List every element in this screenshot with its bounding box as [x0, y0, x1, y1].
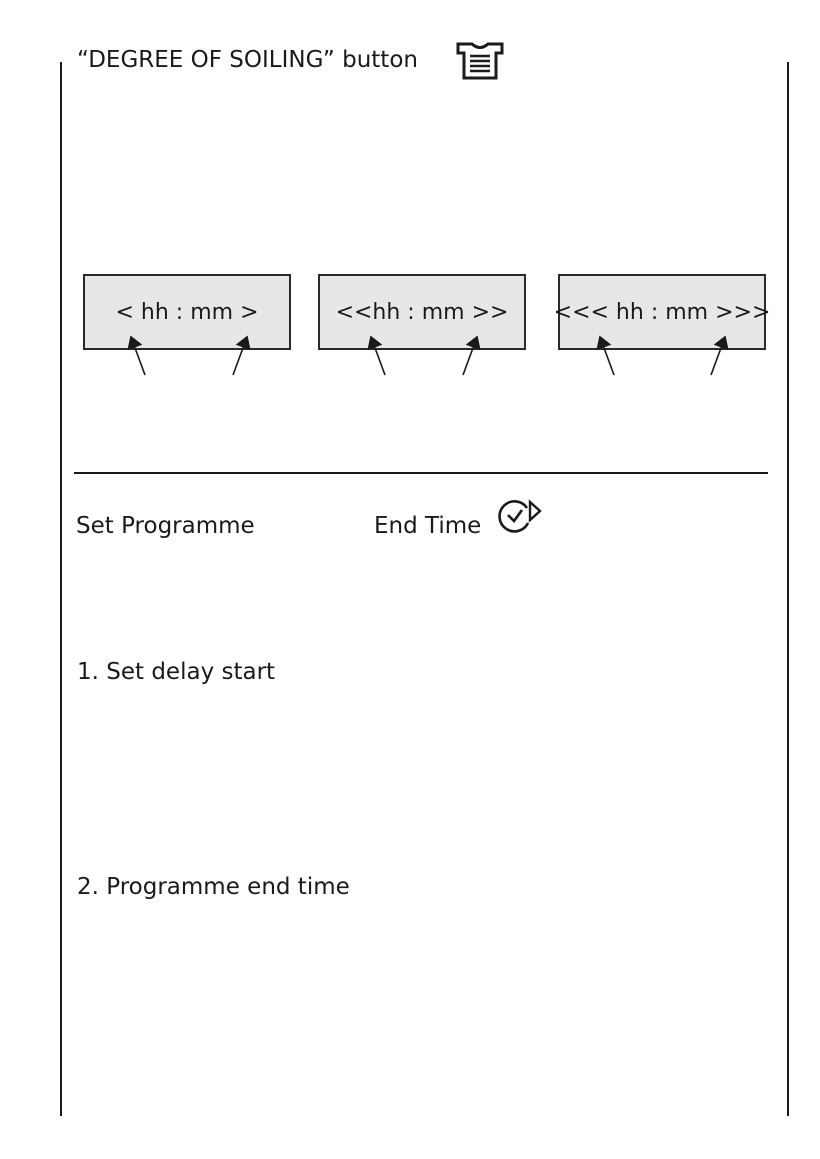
- arrow-2-left: [371, 337, 385, 375]
- section-title: “DEGREE OF SOILING” button: [77, 47, 418, 73]
- arrow-2-right: [463, 337, 477, 375]
- item-set-delay-start: 1. Set delay start: [77, 659, 276, 685]
- display-level-2-text: <<hh : mm >>: [335, 299, 509, 325]
- section-divider: [74, 472, 768, 474]
- arrow-3-left: [600, 337, 614, 375]
- pointer-arrows: [0, 0, 820, 420]
- arrow-1-left: [131, 337, 145, 375]
- item-programme-end-time: 2. Programme end time: [77, 874, 350, 900]
- set-programme-label: Set Programme: [76, 513, 255, 539]
- display-level-1-text: < hh : mm >: [115, 299, 259, 325]
- arrow-3-right: [711, 337, 725, 375]
- clock-end-time-icon: [496, 496, 544, 544]
- arrow-1-right: [233, 337, 247, 375]
- end-time-label: End Time: [374, 513, 482, 539]
- display-level-3-text: <<< hh : mm >>>: [553, 299, 771, 325]
